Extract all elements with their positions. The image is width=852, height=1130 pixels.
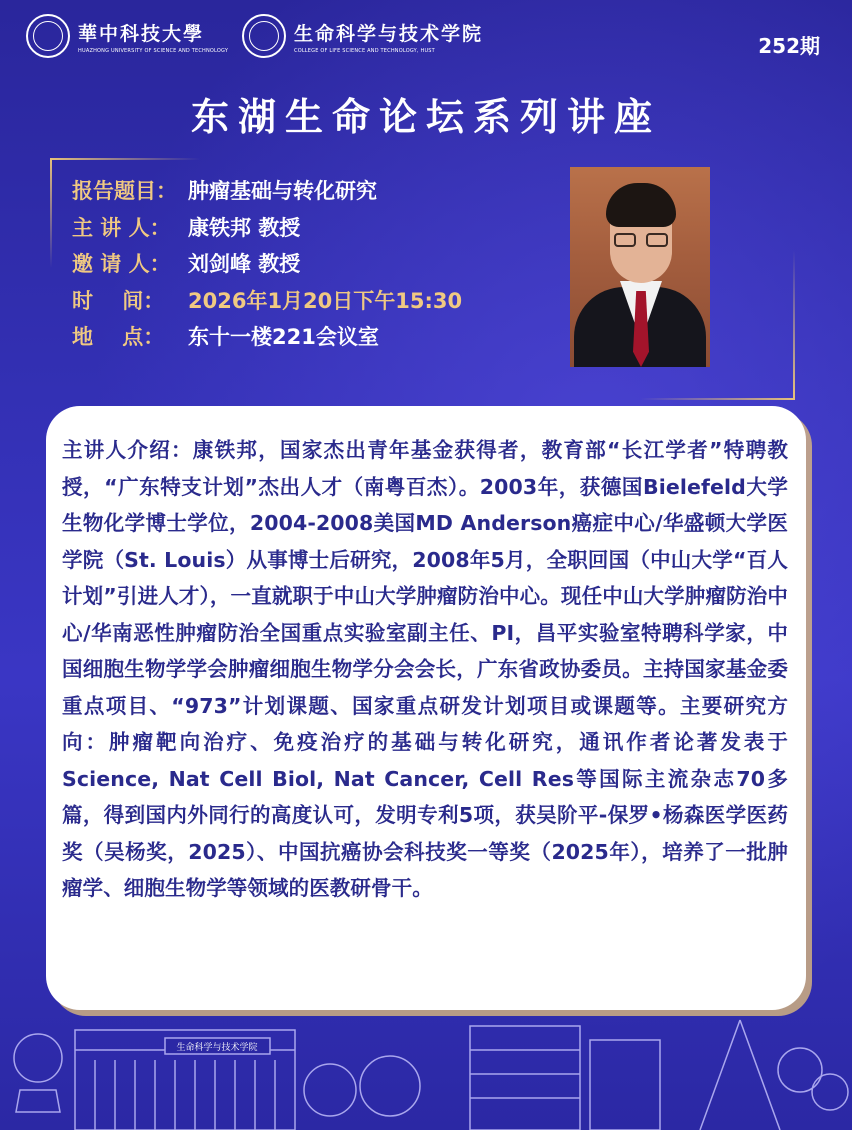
info-row-topic <box>72 172 462 209</box>
college-seal-icon <box>242 14 286 58</box>
location-value: 东十一楼221会议室 <box>188 325 379 350</box>
college-logo <box>242 14 483 58</box>
time-label: 时 间： <box>72 288 165 313</box>
time-value: 2026年1月20日下午15:30 <box>188 288 463 313</box>
page-title: 东湖生命论坛系列讲座 <box>190 94 661 139</box>
university-name: 華中科技大學 <box>78 22 205 45</box>
speaker-photo <box>570 167 710 367</box>
college-name: 生命科学与技术学院 <box>294 22 484 45</box>
host-value: 刘剑峰 教授 <box>188 252 301 277</box>
speaker-value: 康铁邦 教授 <box>188 215 301 240</box>
lecture-info <box>72 172 462 355</box>
host-label: 邀 请 人： <box>72 252 171 277</box>
frame-line-bottom <box>640 398 795 400</box>
speaker-label: 主 讲 人： <box>72 215 171 240</box>
topic-value: 肿瘤基础与转化研究 <box>188 179 377 204</box>
university-seal-icon <box>26 14 70 58</box>
info-row-host <box>72 245 462 282</box>
location-label: 地 点： <box>72 325 165 350</box>
university-logo <box>26 14 228 58</box>
campus-skyline-illustration <box>0 1000 852 1130</box>
frame-line-right <box>793 250 795 398</box>
issue-number: 252期 <box>758 34 820 58</box>
info-row-speaker <box>72 209 462 246</box>
college-name-en: COLLEGE OF LIFE SCIENCE AND TECHNOLOGY, HUST <box>294 47 435 54</box>
speaker-bio: 主讲人介绍：康铁邦，国家杰出青年基金获得者，教育部“长江学者”特聘教授，“广东特支计划”杰出人才（南粤百杰）。2003年，获德国Bielefeld大学生物化学博士学位，2004-2008美国MD Anderson癌症中心/华盛顿大学医学院（St. Louis）从事博士后研究，2008年5月，全职回国（中山大学“百人计划”引进人才），一直就职于中山大学肿瘤防治中心。现任中山大学肿瘤防治中心/华南恶性肿瘤防治全国重点实验室副主任、PI，昌平实验室特聘科学家，中国细胞生物学学会肿瘤细胞生物学分会会长，广东省政协委员。主持国家基金委重点项目、“973”计划课题、国家重点研发计划项目或课题等。主要研究方向：肿瘤靶向治疗、免疫治疗的基础与转化研究，通讯作者论著发表于Science, Nat Cell Biol, Nat Cancer, Cell Res等国际主流杂志70多篇，得到国内外同行的高度认可，发明专利5项，获吴阶平-保罗•杨森医学医药奖（吴杨奖，2025）、中国抗癌协会科技奖一等奖（2025年），培养了一批肿瘤学、细胞生物学等领域的医教研骨干。 <box>62 438 788 900</box>
university-name-en: HUAZHONG UNIVERSITY OF SCIENCE AND TECHNOLOGY <box>78 47 229 54</box>
info-row-time <box>72 282 462 319</box>
frame-line-top <box>50 158 200 160</box>
building-sign: 生命科学与技术学院 <box>176 1043 258 1053</box>
topic-label: 报告题目： <box>72 179 177 204</box>
info-row-location <box>72 318 462 355</box>
frame-line-left <box>50 158 52 268</box>
bio-card <box>46 406 806 1010</box>
